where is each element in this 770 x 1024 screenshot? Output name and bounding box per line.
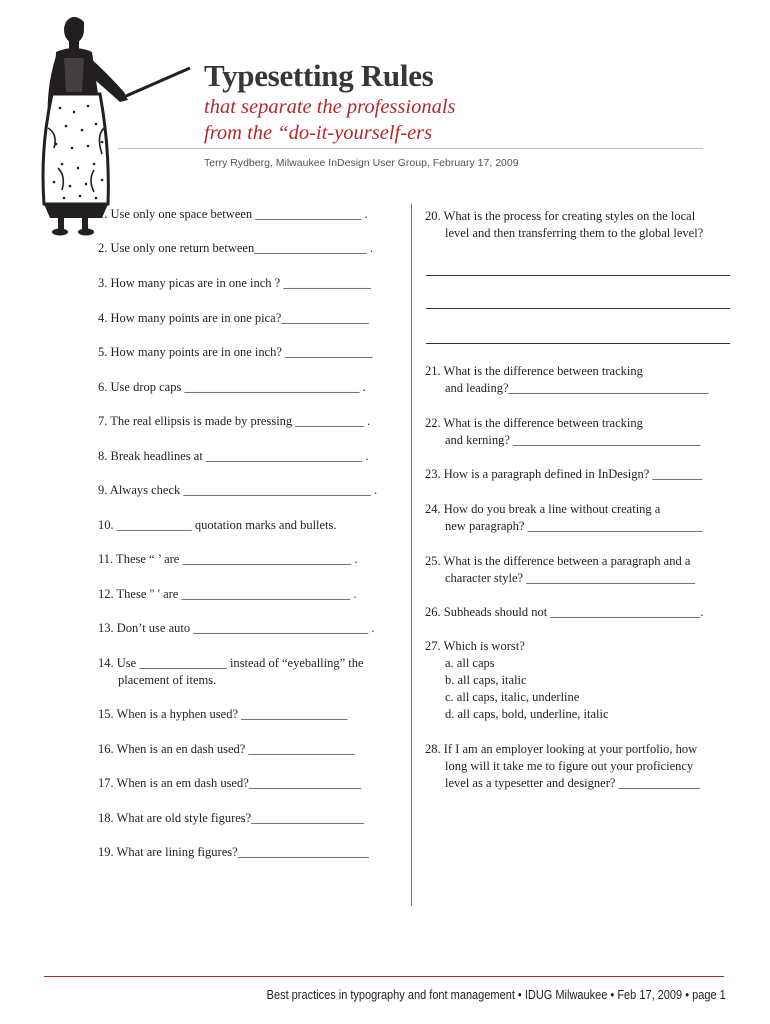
page-title: Typesetting Rules [204, 58, 434, 93]
question-23: 23. How is a paragraph defined in InDesign? ________ [425, 467, 703, 481]
page-footer: Best practices in typography and font management • IDUG Milwaukee • Feb 17, 2009 • page 1 [266, 988, 726, 1002]
question-25: 25. What is the difference between a paragraph and a [425, 554, 691, 568]
question-28-continued-1: long will it take me to figure out your proficiency [445, 759, 694, 773]
question-15: 15. When is a hyphen used? _________________ [98, 707, 348, 721]
question-27-option-c: c. all caps, italic, underline [445, 690, 580, 704]
question-5: 5. How many points are in one inch? ______________ [98, 345, 373, 359]
question-9: 9. Always check ______________________________ . [98, 483, 378, 497]
answer-line [426, 275, 730, 276]
question-28: 28. If I am an employer looking at your portfolio, how [425, 742, 698, 756]
question-6: 6. Use drop caps ____________________________ . [98, 380, 366, 394]
question-20-continued: level and then transferring them to the global level? [445, 226, 704, 240]
question-24: 24. How do you break a line without creating a [425, 502, 661, 516]
byline: Terry Rydberg, Milwaukee InDesign User Group, February 17, 2009 [204, 157, 519, 169]
teacher-pointing-illustration [18, 8, 198, 238]
question-3: 3. How many picas are in one inch ? ______________ [98, 276, 371, 290]
question-27-option-a: a. all caps [445, 656, 495, 670]
question-14-continued: placement of items. [118, 673, 217, 687]
question-24-continued: new paragraph? ____________________________ [445, 519, 703, 533]
question-27: 27. Which is worst? [425, 639, 525, 653]
question-1: 1. Use only one space between _________________ . [98, 207, 368, 221]
question-28-continued-2: level as a typesetter and designer? _____________ [445, 776, 700, 790]
column-divider [411, 204, 412, 906]
question-27-option-b: b. all caps, italic [445, 673, 527, 687]
question-2: 2. Use only one return between__________________ . [98, 241, 373, 255]
subtitle-line-2: from the “do-it-yourself-ers [204, 122, 433, 144]
question-7: 7. The real ellipsis is made by pressing ___________ . [98, 414, 371, 428]
header-divider [118, 148, 703, 149]
question-11: 11. These “ ’ are ___________________________ . [98, 552, 358, 566]
question-16: 16. When is an en dash used? _________________ [98, 742, 355, 756]
footer-divider [44, 976, 724, 977]
question-27-option-d: d. all caps, bold, underline, italic [445, 707, 609, 721]
question-21: 21. What is the difference between tracking [425, 364, 643, 378]
question-26: 26. Subheads should not ________________________. [425, 605, 704, 619]
subtitle-line-1: that separate the professionals [204, 96, 456, 118]
question-22-continued: and kerning? ______________________________ [445, 433, 701, 447]
question-18: 18. What are old style figures?__________________ [98, 811, 364, 825]
question-17: 17. When is an em dash used?__________________ [98, 776, 362, 790]
question-22: 22. What is the difference between tracking [425, 416, 643, 430]
question-21-continued: and leading?________________________________ [445, 381, 709, 395]
question-8: 8. Break headlines at _________________________ . [98, 449, 369, 463]
question-25-continued: character style? ___________________________ [445, 571, 695, 585]
question-14: 14. Use ______________ instead of “eyeballing” the [98, 656, 364, 670]
question-4: 4. How many points are in one pica?______________ [98, 311, 369, 325]
answer-line [426, 343, 730, 344]
question-13: 13. Don’t use auto ____________________________ . [98, 621, 375, 635]
question-20: 20. What is the process for creating styles on the local [425, 209, 696, 223]
question-19: 19. What are lining figures?_____________________ [98, 845, 369, 859]
question-12: 12. These " ' are ___________________________ . [98, 587, 357, 601]
question-10: 10. ____________ quotation marks and bullets. [98, 518, 337, 532]
answer-line [426, 308, 730, 309]
